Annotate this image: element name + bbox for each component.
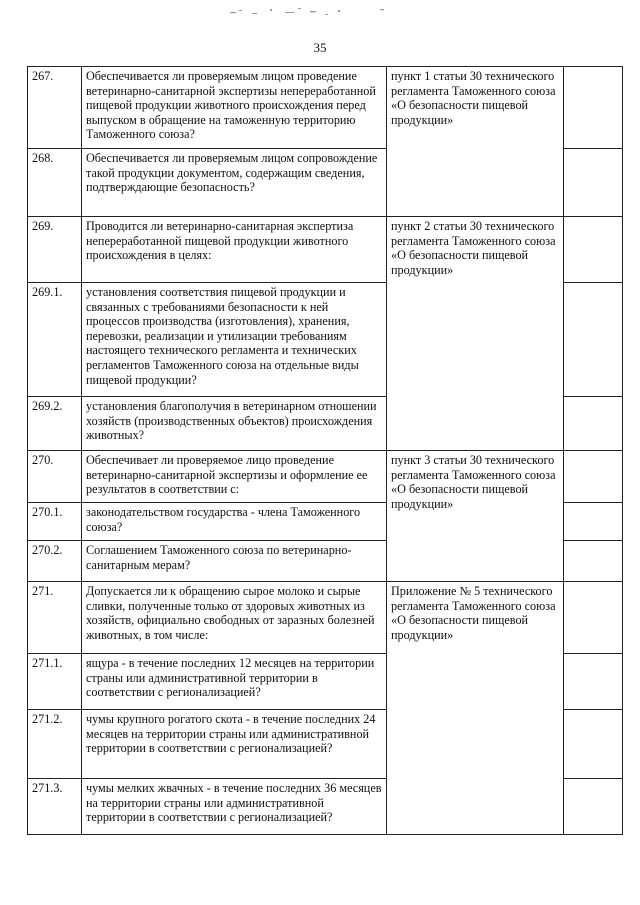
row-question: Допускается ли к обращению сырое молоко и сырые сливки, полученные только от здоровых животных из хозяйств, официально свободных от заразных болезней животных, в том числе:	[82, 582, 387, 654]
answer-cell[interactable]	[564, 779, 623, 835]
answer-cell[interactable]	[564, 710, 623, 779]
row-question: Обеспечивается ли проверяемым лицом проведение ветеринарно-санитарной экспертизы непереработанной пищевой продукции животного происхождения перед выпуском в обращение на таможенную территорию Таможенного союза?	[82, 67, 387, 149]
legal-reference: пункт 3 статьи 30 технического регламента Таможенного союза «О безопасности пищевой продукции»	[387, 451, 564, 582]
answer-cell[interactable]	[564, 283, 623, 397]
row-number: 267.	[28, 67, 82, 149]
row-question: чумы крупного рогатого скота - в течение последних 24 месяцев на территории страны или административной территории в соответствии с регионализацией?	[82, 710, 387, 779]
row-number: 271.	[28, 582, 82, 654]
row-number: 269.1.	[28, 283, 82, 397]
table-row	[28, 67, 623, 149]
legal-reference: пункт 1 статьи 30 технического регламента Таможенного союза «О безопасности пищевой продукции»	[387, 67, 564, 217]
row-number: 271.2.	[28, 710, 82, 779]
row-question: Обеспечивает ли проверяемое лицо проведение ветеринарно-санитарной экспертизы и оформление ее результатов в соответствии с:	[82, 451, 387, 503]
answer-cell[interactable]	[564, 67, 623, 149]
answer-cell[interactable]	[564, 397, 623, 451]
row-question: Проводится ли ветеринарно-санитарная экспертиза непереработанной пищевой продукции животного происхождения в целях:	[82, 217, 387, 283]
answer-cell[interactable]	[564, 503, 623, 541]
answer-cell[interactable]	[564, 451, 623, 503]
row-question: чумы мелких жвачных - в течение последних 36 месяцев на территории страны или административной территории в соответствии с регионализацией?	[82, 779, 387, 835]
answer-cell[interactable]	[564, 149, 623, 217]
row-number: 271.3.	[28, 779, 82, 835]
row-number: 269.2.	[28, 397, 82, 451]
answer-cell[interactable]	[564, 582, 623, 654]
row-number: 270.1.	[28, 503, 82, 541]
row-number: 268.	[28, 149, 82, 217]
row-number: 271.1.	[28, 654, 82, 710]
row-number: 270.	[28, 451, 82, 503]
row-question: законодательством государства - члена Таможенного союза?	[82, 503, 387, 541]
table-row	[28, 451, 623, 503]
answer-cell[interactable]	[564, 541, 623, 582]
row-question: ящура - в течение последних 12 месяцев на территории страны или административной территории в соответствии с регионализацией?	[82, 654, 387, 710]
row-question: установления соответствия пищевой продукции и связанных с требованиями безопасности к ней процессов производства (изготовления), хранения, перевозки, реализации и утилизации требованиям настоящего технического регламента и технических регламентов Таможенного союза на отдельные виды пищевой продукции?	[82, 283, 387, 397]
table-row	[28, 582, 623, 654]
legal-reference: Приложение № 5 технического регламента Таможенного союза «О безопасности пищевой продукции»	[387, 582, 564, 835]
row-number: 270.2.	[28, 541, 82, 582]
answer-cell[interactable]	[564, 217, 623, 283]
row-question: установления благополучия в ветеринарном отношении хозяйств (производственных объектов) происхождения животных?	[82, 397, 387, 451]
row-number: 269.	[28, 217, 82, 283]
answer-cell[interactable]	[564, 654, 623, 710]
table-row	[28, 217, 623, 283]
page-number: 35	[313, 40, 327, 55]
row-question: Обеспечивается ли проверяемым лицом сопровождение такой продукции документом, содержащим сведения, подтверждающие безопасность?	[82, 149, 387, 217]
legal-reference: пункт 2 статьи 30 технического регламента Таможенного союза «О безопасности пищевой продукции»	[387, 217, 564, 451]
checklist-table	[27, 66, 623, 835]
row-question: Соглашением Таможенного союза по ветеринарно-санитарным мерам?	[82, 541, 387, 582]
scan-artifact	[230, 6, 400, 20]
